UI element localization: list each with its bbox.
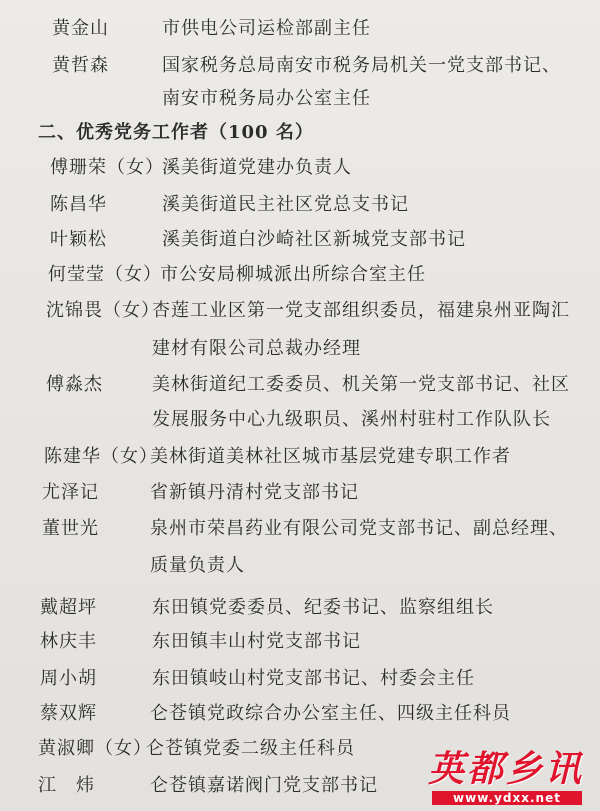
person-duty: 泉州市荣昌药业有限公司党支部书记、副总经理、 <box>150 518 568 539</box>
watermark-logo: 英都乡讯 <box>427 748 584 790</box>
person-duty: 溪美街道党建办负责人 <box>162 157 352 178</box>
person-duty: 仑苍镇党政综合办公室主任、四级主任科员 <box>150 703 511 724</box>
person-duty: 美林街道美林社区城市基层党建专职工作者 <box>150 446 511 467</box>
person-name: 叶颖松 <box>50 229 107 250</box>
person-name: 陈建华（女） <box>44 446 158 467</box>
person-duty: 东田镇丰山村党支部书记 <box>152 631 361 652</box>
person-duty: 国家税务总局南安市税务局机关一党支部书记、 <box>162 55 561 76</box>
person-name: 周小胡 <box>40 668 97 689</box>
person-duty: 溪美街道白沙崎社区新城党支部书记 <box>162 229 466 250</box>
person-name: 蔡双辉 <box>40 703 97 724</box>
person-duty: 南安市税务局办公室主任 <box>162 88 371 109</box>
person-name: 董世光 <box>42 518 99 539</box>
person-duty: 东田镇岐山村党支部书记、村委会主任 <box>152 668 475 689</box>
person-name: 傅珊荣（女） <box>50 157 164 178</box>
person-duty: 溪美街道民主社区党总支书记 <box>162 194 409 215</box>
person-name: 何莹莹（女） <box>48 264 162 285</box>
person-name: 陈昌华 <box>50 194 107 215</box>
person-duty: 市供电公司运检部副主任 <box>162 18 371 39</box>
person-duty: 省新镇丹清村党支部书记 <box>150 482 359 503</box>
section-title: 二、优秀党务工作者（100 名） <box>38 122 314 143</box>
person-duty: 建材有限公司总裁办经理 <box>152 338 361 359</box>
person-duty: 质量负责人 <box>150 555 245 576</box>
person-duty: 美林街道纪工委委员、机关第一党支部书记、社区 <box>152 374 570 395</box>
person-duty: 仑苍镇嘉诺阀门党支部书记 <box>150 775 378 796</box>
person-duty: 市公安局柳城派出所综合室主任 <box>160 264 426 285</box>
person-name: 尤泽记 <box>42 482 99 503</box>
person-duty: 东田镇党委委员、纪委书记、监察组组长 <box>152 597 494 618</box>
person-name: 沈锦畏（女） <box>46 300 160 321</box>
person-name: 黄淑卿（女） <box>38 738 152 759</box>
person-duty: 发展服务中心九级职员、溪州村驻村工作队队长 <box>152 409 551 430</box>
person-name: 黄金山 <box>52 18 109 39</box>
person-name: 林庆丰 <box>40 631 97 652</box>
person-duty: 仑苍镇党委二级主任科员 <box>146 738 355 759</box>
person-name: 傅淼杰 <box>46 374 103 395</box>
person-name: 戴超坪 <box>40 597 97 618</box>
person-name: 黄哲森 <box>52 55 109 76</box>
person-duty: 杏莲工业区第一党支部组织委员，福建泉州亚陶汇 <box>152 300 570 321</box>
watermark-url: www.ydxx.net <box>432 791 582 805</box>
person-name: 江 炜 <box>38 775 95 796</box>
